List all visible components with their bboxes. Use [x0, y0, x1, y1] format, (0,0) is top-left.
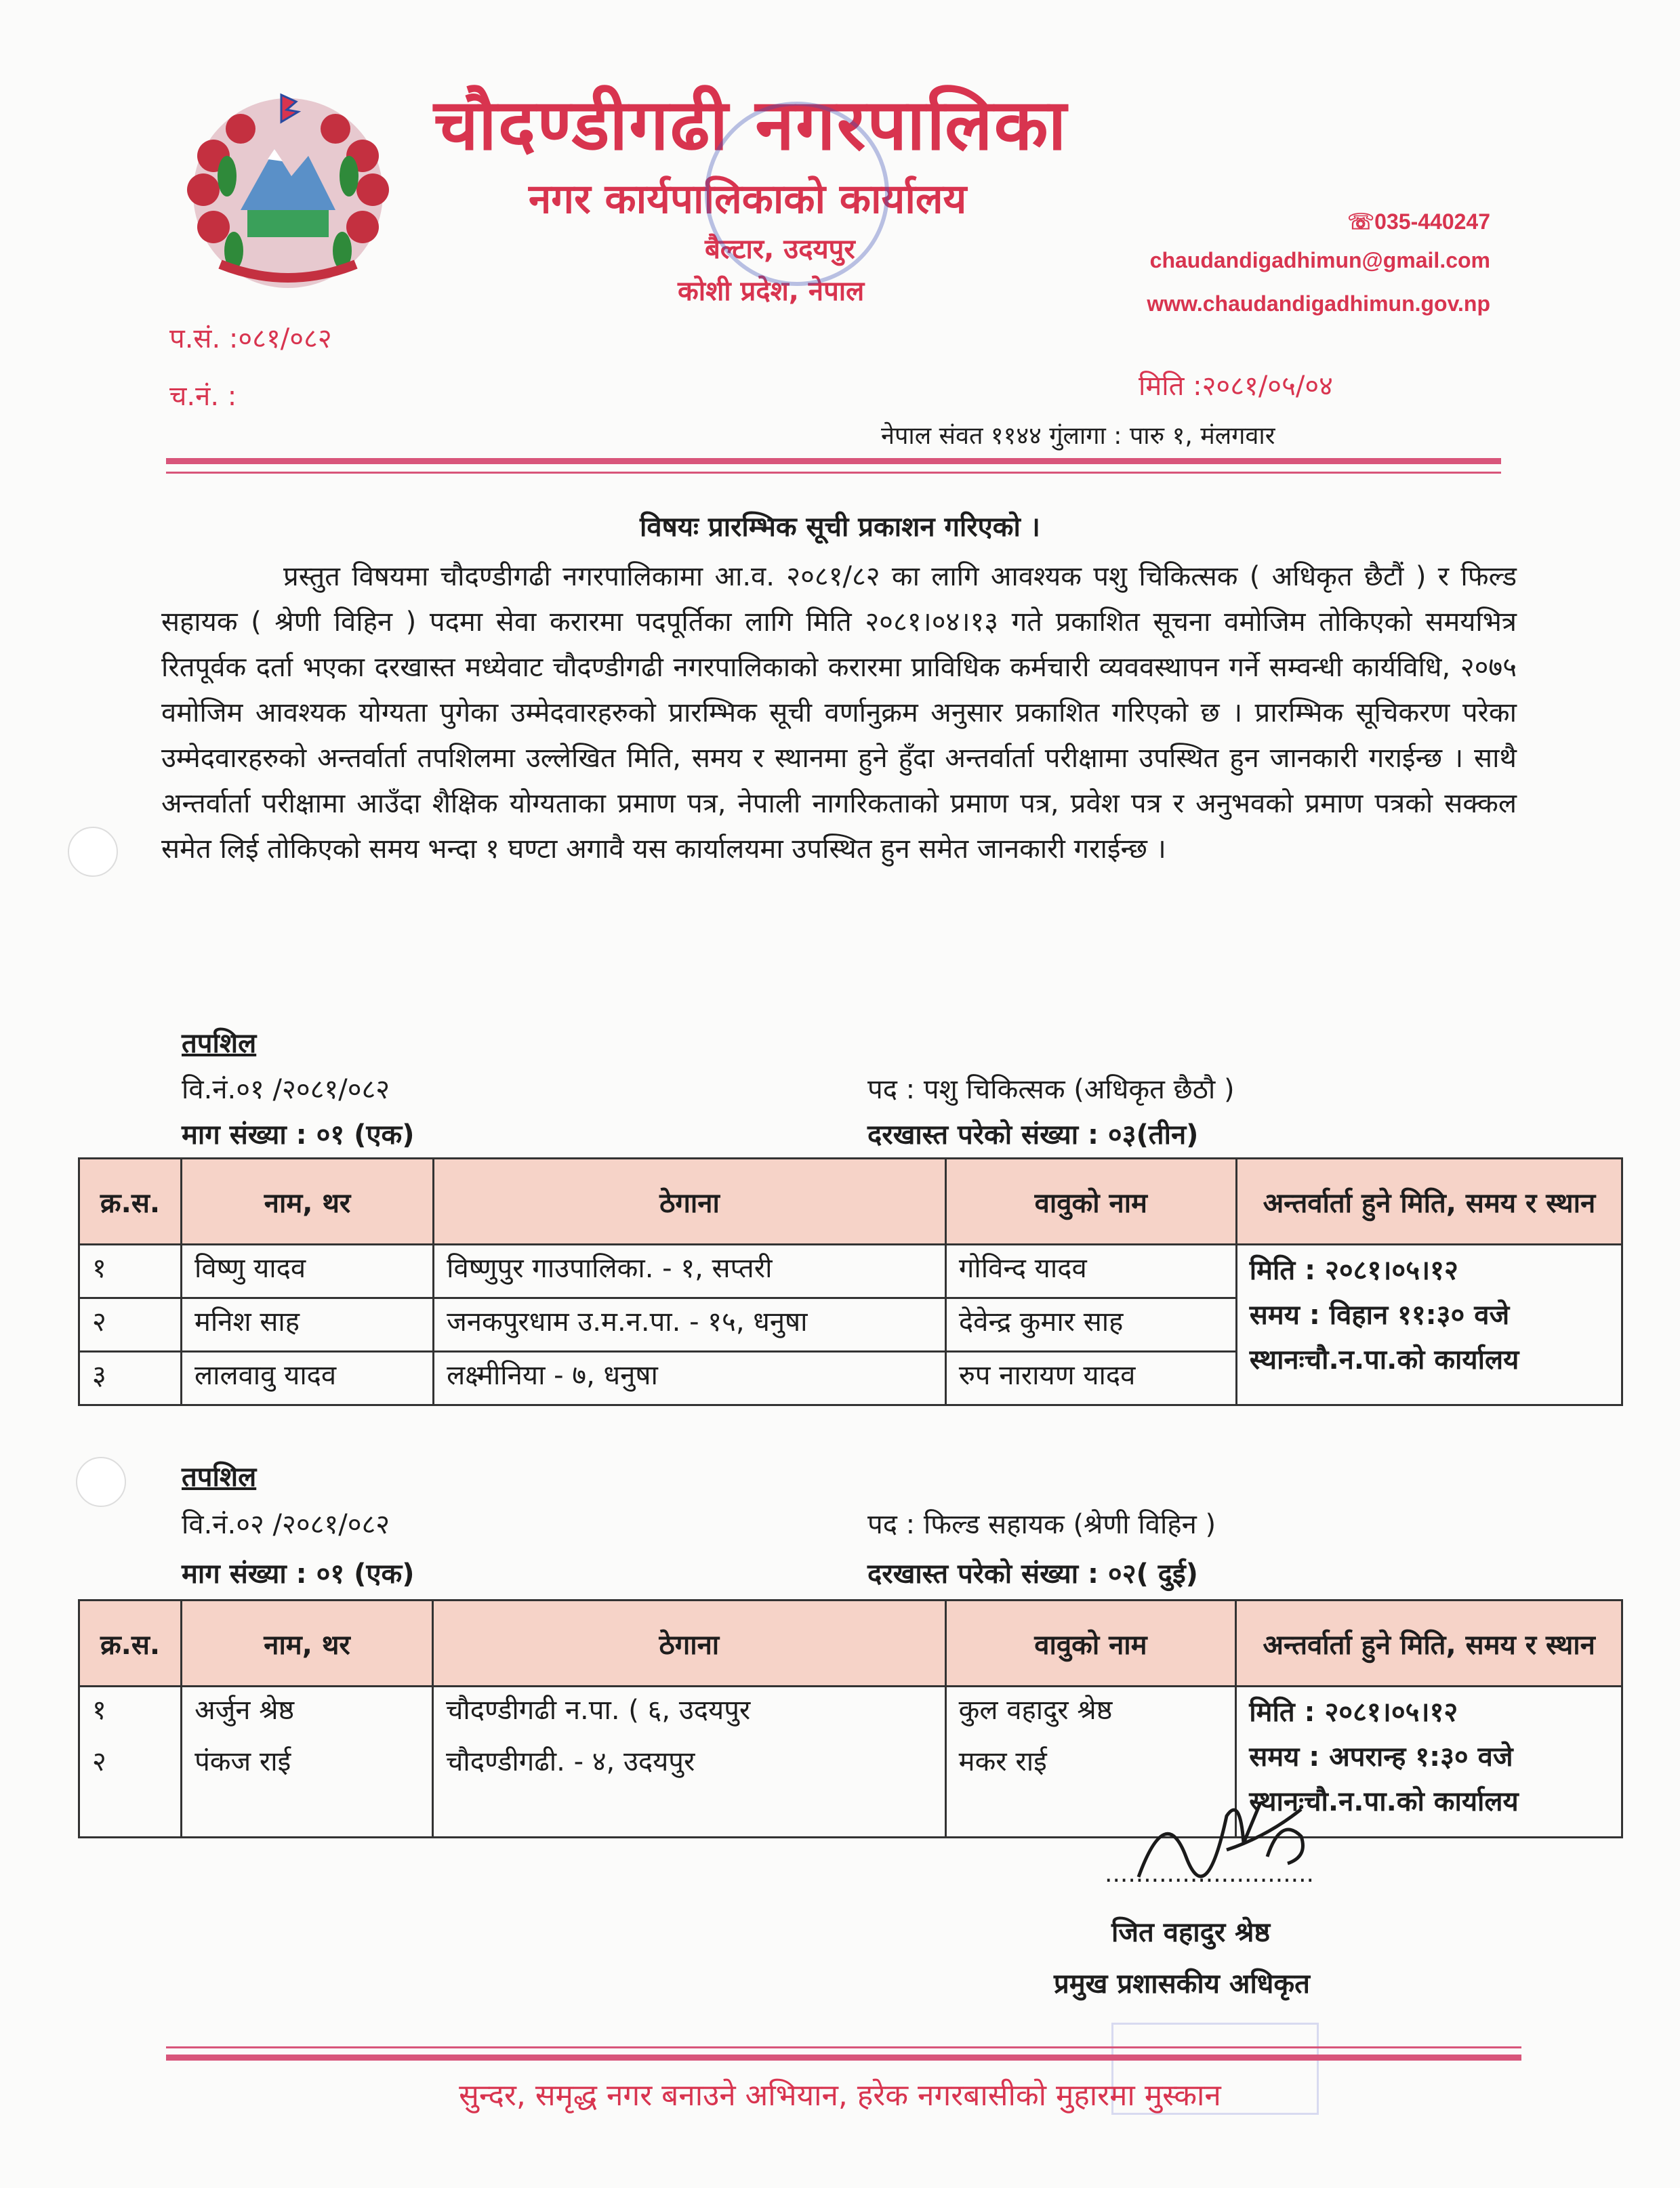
punch-hole: [76, 1457, 126, 1507]
col-name: नाम, थर: [182, 1601, 433, 1687]
website[interactable]: www.chaudandigadhimun.gov.np: [1147, 291, 1490, 316]
col-address: ठेगाना: [432, 1601, 945, 1687]
interview-place: स्थानःचौ.न.पा.को कार्यालय: [1249, 1344, 1519, 1376]
col-name: नाम, थर: [181, 1159, 433, 1245]
letter-date: मिति :२०८१/०५/०४: [1139, 371, 1333, 402]
section1-post: पद : पशु चिकित्सक (अधिकृत छैठौ ): [867, 1074, 1235, 1105]
cell-father: कुल वहादुर श्रेष्ठ: [945, 1687, 1236, 1739]
candidates-table-2: [78, 1599, 1623, 1838]
cell-address: चौदण्डीगढी न.पा. ( ६, उदयपुर: [432, 1687, 945, 1739]
cell-sn: १: [79, 1245, 182, 1298]
cell-interview: [1236, 1245, 1622, 1405]
nepal-emblem-icon: [166, 75, 410, 298]
footer-divider: [166, 2055, 1521, 2061]
interview-place: स्थानःचौ.न.पा.को कार्यालय: [1249, 1786, 1519, 1817]
section1-notice-no: वि.नं.०१ /२०८१/०८२: [182, 1074, 390, 1105]
cell-address: चौदण्डीगढी. - ४, उदयपुर: [432, 1739, 945, 1838]
table-row: [79, 1245, 1622, 1298]
signatory-name: जित वहादुर श्रेष्ठ: [1111, 1917, 1271, 1948]
cell-name: मनिश साह: [181, 1298, 433, 1352]
ref-ps: प.सं. :०८१/०८२: [169, 323, 332, 354]
section1-applications: दरखास्त परेको संख्या : ०३(तीन): [867, 1119, 1199, 1151]
footer-slogan: सुन्दर, समृद्ध नगर बनाउने अभियान, हरेक नगरबासीको मुहारमा मुस्कान: [459, 2078, 1221, 2113]
interview-time: समय : अपरान्ह १:३० वजे: [1249, 1741, 1513, 1773]
cell-sn: १: [79, 1687, 182, 1739]
cell-father: मकर राई: [945, 1739, 1236, 1838]
cell-name: अर्जुन श्रेष्ठ: [182, 1687, 433, 1739]
section1-label: तपशिल: [182, 1028, 257, 1059]
table-header-row: [79, 1601, 1622, 1687]
col-address: ठेगाना: [434, 1159, 946, 1245]
cell-sn: २: [79, 1739, 182, 1838]
candidates-table-1: [78, 1157, 1623, 1406]
office-stamp: [705, 102, 889, 286]
col-sn: क्र.स.: [79, 1601, 182, 1687]
location-line: बैल्टार, उदयपुर: [705, 234, 855, 265]
email[interactable]: chaudandigadhimun@gmail.com: [1149, 248, 1490, 272]
cell-address: लक्ष्मीनिया - ७, धनुषा: [434, 1352, 946, 1405]
punch-hole: [68, 827, 118, 877]
cell-name: विष्णु यादव: [181, 1245, 433, 1298]
cell-father: देवेन्द्र कुमार साह: [945, 1298, 1236, 1352]
cell-father: रुप नारायण यादव: [945, 1352, 1236, 1405]
signature-dots: ...........................: [1105, 1860, 1314, 1888]
ref-cn: च.नं. :: [169, 381, 237, 412]
col-father: वावुको नाम: [945, 1601, 1236, 1687]
col-interview: अन्तर्वार्ता हुने मिति, समय र स्थान: [1236, 1159, 1622, 1245]
subject: विषयः प्रारम्भिक सूची प्रकाशन गरिएको ।: [640, 512, 1040, 543]
section2-label: तपशिल: [182, 1462, 257, 1493]
cell-sn: ३: [79, 1352, 182, 1405]
header-divider: [166, 458, 1501, 464]
section2-notice-no: वि.नं.०२ /२०८१/०८२: [182, 1509, 390, 1540]
interview-date: मिति : २०८१।०५।१२: [1249, 1697, 1458, 1728]
province-line: कोशी प्रदेश, नेपाल: [678, 276, 865, 307]
section2-demand: माग संख्या : ०१ (एक): [182, 1559, 415, 1590]
signatory-designation: प्रमुख प्रशासकीय अधिकृत: [1054, 1968, 1310, 2000]
nepal-samvat: नेपाल संवत ११४४ गुंलागा : पारु १, मंलगवार: [881, 422, 1275, 450]
section1-demand: माग संख्या : ०१ (एक): [182, 1119, 415, 1151]
table-header-row: [79, 1159, 1622, 1245]
interview-date: मिति : २०८१।०५।१२: [1249, 1255, 1458, 1286]
municipality-title: चौदण्डीगढी नगरपालिका: [434, 83, 1068, 166]
cell-sn: २: [79, 1298, 182, 1352]
office-title: नगर कार्यपालिकाको कार्यालय: [529, 176, 967, 223]
phone: ☏035-440247: [1347, 209, 1490, 234]
col-interview: अन्तर्वार्ता हुने मिति, समय र स्थान: [1236, 1601, 1622, 1687]
body-text: प्रस्तुत विषयमा चौदण्डीगढी नगरपालिकामा आ.व. २०८१/८२ का लागि आवश्यक पशु चिकित्सक ( अधिकृत छैटौं ) र फिल्ड सहायक ( श्रेणी विहिन ) पदमा सेवा करारमा पदपूर्तिका लागि मिति २०८१।०४।१३ गते प्रकाशित सूचना वमोजिम तोकिएको समयभित्र रितपूर्वक दर्ता भएका दरखास्त मध्येवाट चौदण्डीगढी नगरपालिकाको करारमा प्राविधिक कर्मचारी व्यववस्थापन गर्ने सम्वन्धी कार्यविधि, २०७५ वमोजिम आवश्यक योग्यता पुगेका उम्मेदवारहरुको प्रारम्भिक सूची वर्णानुक्रम अनुसार प्रकाशित गरिएको छ । प्रारम्भिक सूचिकरण परेका उम्मेदवारहरुको अन्तर्वार्ता तपशिलमा उल्लेखित मिति, समय र स्थानमा हुने हुँदा अन्तर्वार्ता परीक्षामा उपस्थित हुन जानकारी गराईन्छ । साथै अन्तर्वार्ता परीक्षामा आउँदा शैक्षिक योग्यताका प्रमाण पत्र, नेपाली नागरिकताको प्रमाण पत्र, प्रवेश पत्र र अनुभवको प्रमाण पत्रको सक्कल समेत लिई तोकिएको समय भन्दा १ घण्टा अगावै यस कार्यालयमा उपस्थित हुन समेत जानकारी गराईन्छ ।: [161, 561, 1517, 865]
cell-father: गोविन्द यादव: [945, 1245, 1236, 1298]
cell-address: जनकपुरधाम उ.म.न.पा. - १५, धनुषा: [434, 1298, 946, 1352]
col-sn: क्र.स.: [79, 1159, 182, 1245]
section2-applications: दरखास्त परेको संख्या : ०२( दुई): [867, 1559, 1198, 1590]
cell-name: पंकज राई: [182, 1739, 433, 1838]
section2-post: पद : फिल्ड सहायक (श्रेणी विहिन ): [867, 1509, 1216, 1540]
footer-divider-thin: [166, 2046, 1521, 2048]
cell-name: लालवावु यादव: [181, 1352, 433, 1405]
col-father: वावुको नाम: [945, 1159, 1236, 1245]
table-row: [79, 1687, 1622, 1739]
body-paragraph: [161, 554, 1517, 872]
header-divider-thin: [166, 472, 1501, 474]
interview-time: समय : विहान ११:३० वजे: [1249, 1300, 1510, 1331]
cell-address: विष्णुपुर गाउपालिका. - १, सप्तरी: [434, 1245, 946, 1298]
